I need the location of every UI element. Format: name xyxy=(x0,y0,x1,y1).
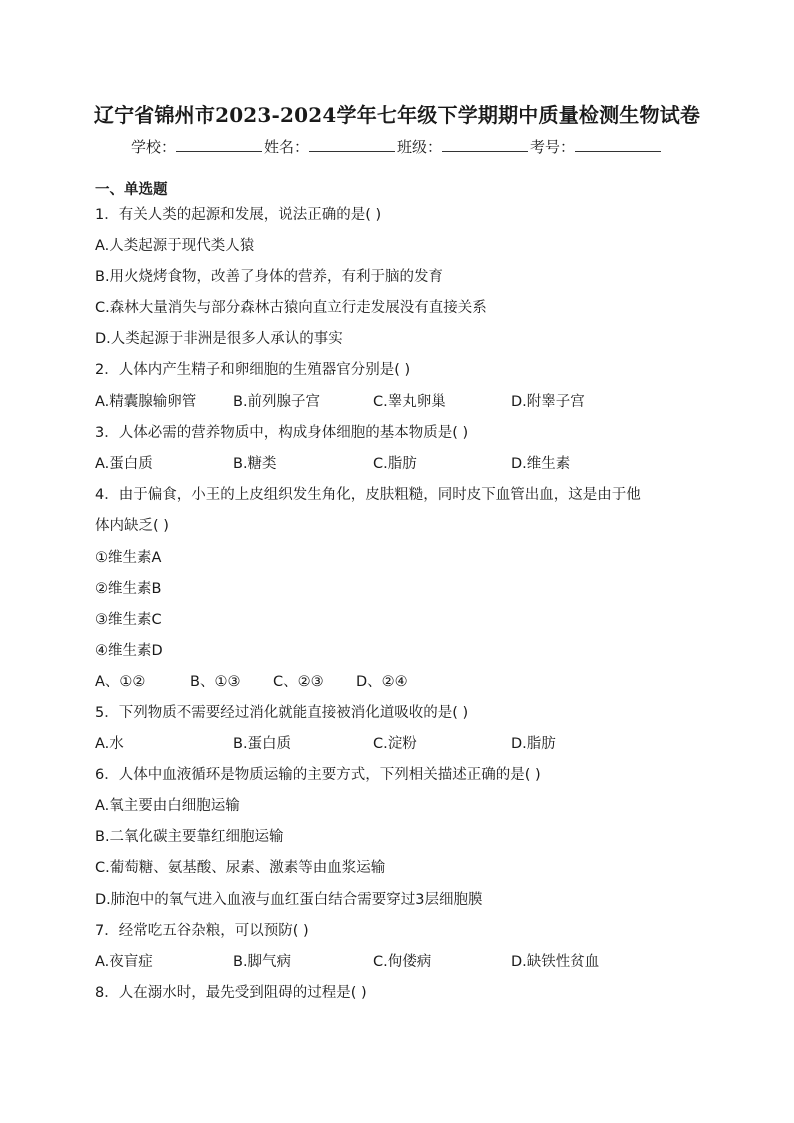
q6-option-c: C.葡萄糖、氨基酸、尿素、激素等由血浆运输 xyxy=(95,860,386,876)
q7-stem: 7．经常吃五谷杂粮，可以预防( ) xyxy=(95,923,309,939)
q6-option-a: A.氧主要由白细胞运输 xyxy=(95,798,240,814)
q8-stem: 8．人在溺水时，最先受到阻碍的过程是( ) xyxy=(95,985,367,1001)
student-info-row xyxy=(0,136,794,158)
q4-item-4: ④维生素D xyxy=(95,643,163,659)
class-blank[interactable] xyxy=(442,137,528,152)
q2-stem: 2．人体内产生精子和卵细胞的生殖器官分别是( ) xyxy=(95,362,411,378)
q4-stem-line2: 体内缺乏( ) xyxy=(95,518,169,534)
q2-option-c: C.睾丸卵巢 xyxy=(373,394,446,410)
q3-option-a: A.蛋白质 xyxy=(95,456,153,472)
school-blank[interactable] xyxy=(176,137,262,152)
q6-option-d: D.肺泡中的氧气进入血液与血红蛋白结合需要穿过3层细胞膜 xyxy=(95,892,483,908)
number-blank[interactable] xyxy=(575,137,661,152)
q7-option-a: A.夜盲症 xyxy=(95,954,153,970)
q4-item-3: ③维生素C xyxy=(95,612,162,628)
q3-stem: 3．人体必需的营养物质中，构成身体细胞的基本物质是( ) xyxy=(95,425,469,441)
q4-option-b: B、①③ xyxy=(190,674,241,690)
q5-option-b: B.蛋白质 xyxy=(233,736,292,752)
q1-option-a: A.人类起源于现代类人猿 xyxy=(95,238,255,254)
q4-item-1: ①维生素A xyxy=(95,550,162,566)
exam-title: 辽宁省锦州市2023-2024学年七年级下学期期中质量检测生物试卷 xyxy=(93,103,701,127)
school-label: 学校： xyxy=(130,138,176,156)
number-label: 考号： xyxy=(530,138,576,156)
q2-option-b: B.前列腺子宫 xyxy=(233,394,321,410)
q1-option-d: D.人类起源于非洲是很多人承认的事实 xyxy=(95,331,343,347)
q5-option-d: D.脂肪 xyxy=(511,736,556,752)
q7-option-b: B.脚气病 xyxy=(233,954,292,970)
class-label: 班级： xyxy=(397,138,443,156)
q4-option-c: C、②③ xyxy=(273,674,324,690)
q4-option-d: D、②④ xyxy=(356,674,408,690)
q1-option-b: B.用火烧烤食物，改善了身体的营养，有利于脑的发育 xyxy=(95,269,444,285)
q5-option-a: A.水 xyxy=(95,736,124,752)
name-blank[interactable] xyxy=(309,137,395,152)
q6-stem: 6．人体中血液循环是物质运输的主要方式，下列相关描述正确的是( ) xyxy=(95,767,541,783)
q3-option-b: B.糖类 xyxy=(233,456,277,472)
q4-item-2: ②维生素B xyxy=(95,581,162,597)
q5-stem: 5．下列物质不需要经过消化就能直接被消化道吸收的是( ) xyxy=(95,705,469,721)
q7-option-d: D.缺铁性贫血 xyxy=(511,954,600,970)
name-label: 姓名： xyxy=(263,138,309,156)
q5-option-c: C.淀粉 xyxy=(373,736,417,752)
q7-option-c: C.佝偻病 xyxy=(373,954,432,970)
q2-option-d: D.附睾子宫 xyxy=(511,394,585,410)
q4-option-a: A、①② xyxy=(95,674,146,690)
q6-option-b: B.二氧化碳主要靠红细胞运输 xyxy=(95,829,284,845)
q1-option-c: C.森林大量消失与部分森林古猿向直立行走发展没有直接关系 xyxy=(95,300,487,316)
q4-stem-line1: 4．由于偏食，小王的上皮组织发生角化，皮肤粗糙，同时皮下血管出血，这是由于他 xyxy=(95,487,641,503)
q2-option-a: A.精囊腺输卵管 xyxy=(95,394,197,410)
q3-option-d: D.维生素 xyxy=(511,456,571,472)
q1-stem: 1．有关人类的起源和发展，说法正确的是( ) xyxy=(95,207,382,223)
section-heading: 一、单选题 xyxy=(95,182,168,198)
q3-option-c: C.脂肪 xyxy=(373,456,417,472)
